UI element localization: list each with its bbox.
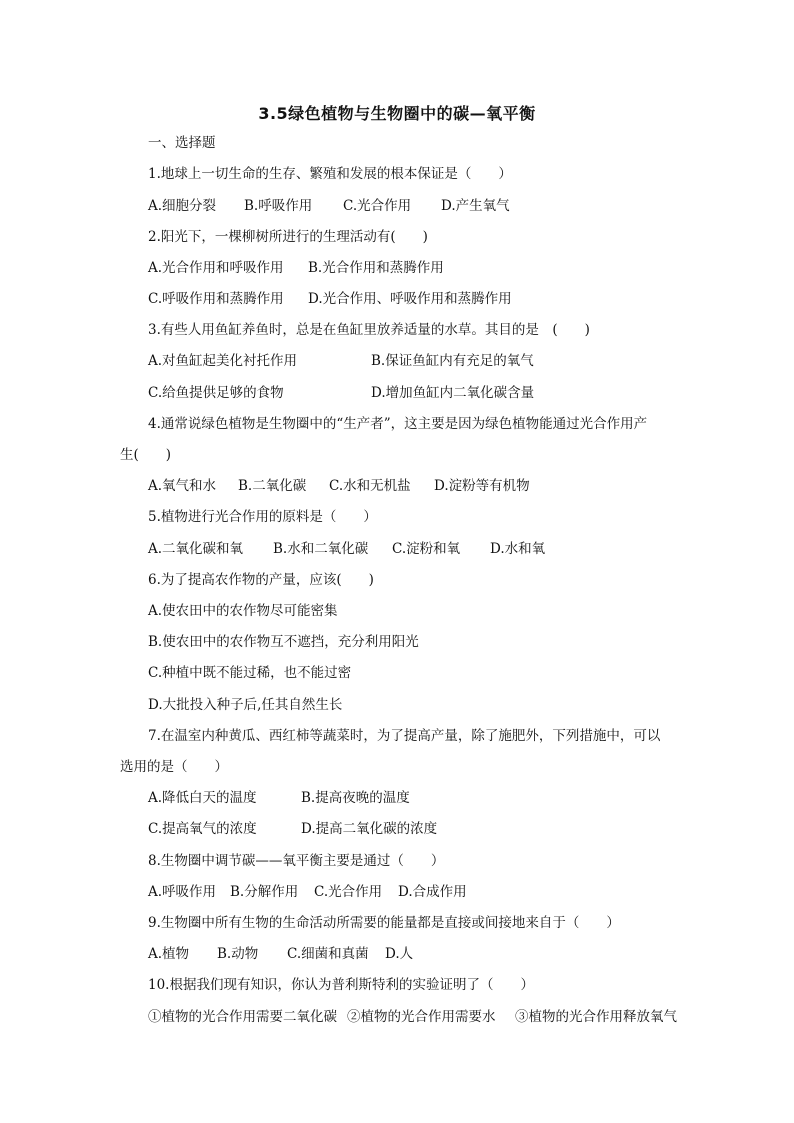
q9-option-d: D.人 bbox=[385, 946, 414, 962]
q2-option-a: A.光合作用和呼吸作用 bbox=[148, 260, 284, 276]
question-7-stem: 7.在温室内种黄瓜、西红柿等蔬菜时，为了提高产量，除了施肥外，下列措施中，可以 bbox=[148, 728, 661, 744]
q3-option-b: B.保证鱼缸内有充足的氧气 bbox=[371, 353, 534, 369]
question-8-stem: 8.生物圈中调节碳——氧平衡主要是通过（ ） bbox=[148, 853, 445, 869]
question-7-stem-cont: 选用的是（ ） bbox=[120, 759, 228, 775]
section-heading: 一、选择题 bbox=[148, 135, 216, 151]
question-4-stem-cont: 生( ) bbox=[120, 447, 172, 463]
question-3-stem: 3.有些人用鱼缸养鱼时，总是在鱼缸里放养适量的水草。其目的是 ( ) bbox=[148, 322, 590, 338]
q8-option-a: A.呼吸作用 bbox=[148, 884, 217, 900]
q1-option-a: A.细胞分裂 bbox=[148, 198, 217, 214]
q2-option-c: C.呼吸作用和蒸腾作用 bbox=[148, 291, 284, 307]
q6-option-b: B.使农田中的农作物互不遮挡，充分利用阳光 bbox=[148, 634, 419, 650]
q3-option-a: A.对鱼缸起美化衬托作用 bbox=[148, 353, 298, 369]
q5-option-a: A.二氧化碳和氧 bbox=[148, 541, 244, 557]
q7-option-c: C.提高氧气的浓度 bbox=[148, 821, 257, 837]
q8-option-b: B.分解作用 bbox=[230, 884, 299, 900]
q1-option-c: C.光合作用 bbox=[343, 198, 412, 214]
q7-option-b: B.提高夜晚的温度 bbox=[301, 790, 410, 806]
q4-option-b: B.二氧化碳 bbox=[238, 478, 307, 494]
q6-option-a: A.使农田中的农作物尽可能密集 bbox=[148, 603, 338, 619]
q9-option-b: B.动物 bbox=[217, 946, 259, 962]
q7-option-d: D.提高二氧化碳的浓度 bbox=[301, 821, 438, 837]
q10-statement-1: ①植物的光合作用需要二氧化碳 bbox=[148, 1009, 337, 1025]
q8-option-d: D.合成作用 bbox=[398, 884, 467, 900]
question-2-stem: 2.阳光下，一棵柳树所进行的生理活动有( ) bbox=[148, 229, 428, 245]
q6-option-d: D.大批投入种子后,任其自然生长 bbox=[148, 697, 343, 713]
q1-option-d: D.产生氧气 bbox=[441, 198, 510, 214]
q3-option-c: C.给鱼提供足够的食物 bbox=[148, 385, 284, 401]
page-title: 3.5绿色植物与生物圈中的碳—氧平衡 bbox=[258, 104, 536, 123]
q10-statement-3: ③植物的光合作用释放氧气 bbox=[515, 1009, 677, 1025]
q2-option-b: B.光合作用和蒸腾作用 bbox=[308, 260, 444, 276]
q10-statement-2: ②植物的光合作用需要水 bbox=[347, 1009, 496, 1025]
q1-option-b: B.呼吸作用 bbox=[244, 198, 313, 214]
q2-option-d: D.光合作用、呼吸作用和蒸腾作用 bbox=[308, 291, 512, 307]
q4-option-c: C.水和无机盐 bbox=[329, 478, 411, 494]
q4-option-d: D.淀粉等有机物 bbox=[434, 478, 530, 494]
q5-option-b: B.水和二氧化碳 bbox=[273, 541, 369, 557]
q9-option-a: A.植物 bbox=[148, 946, 190, 962]
question-5-stem: 5.植物进行光合作用的原料是（ ） bbox=[148, 509, 377, 525]
question-9-stem: 9.生物圈中所有生物的生命活动所需要的能量都是直接或间接地来自于（ ） bbox=[148, 915, 620, 931]
question-1-stem: 1.地球上一切生命的生存、繁殖和发展的根本保证是（ ） bbox=[148, 166, 512, 182]
q3-option-d: D.增加鱼缸内二氧化碳含量 bbox=[371, 385, 535, 401]
q9-option-c: C.细菌和真菌 bbox=[287, 946, 369, 962]
q7-option-a: A.降低白天的温度 bbox=[148, 790, 257, 806]
question-6-stem: 6.为了提高农作物的产量，应该( ) bbox=[148, 572, 374, 588]
question-4-stem: 4.通常说绿色植物是生物圈中的“生产者”，这主要是因为绿色植物能通过光合作用产 bbox=[148, 416, 648, 432]
q5-option-c: C.淀粉和氧 bbox=[392, 541, 461, 557]
q5-option-d: D.水和氧 bbox=[490, 541, 546, 557]
q4-option-a: A.氧气和水 bbox=[148, 478, 217, 494]
question-10-stem: 10.根据我们现有知识，你认为普利斯特利的实验证明了（ ） bbox=[148, 977, 534, 993]
q6-option-c: C.种植中既不能过稀，也不能过密 bbox=[148, 665, 352, 681]
q8-option-c: C.光合作用 bbox=[314, 884, 383, 900]
